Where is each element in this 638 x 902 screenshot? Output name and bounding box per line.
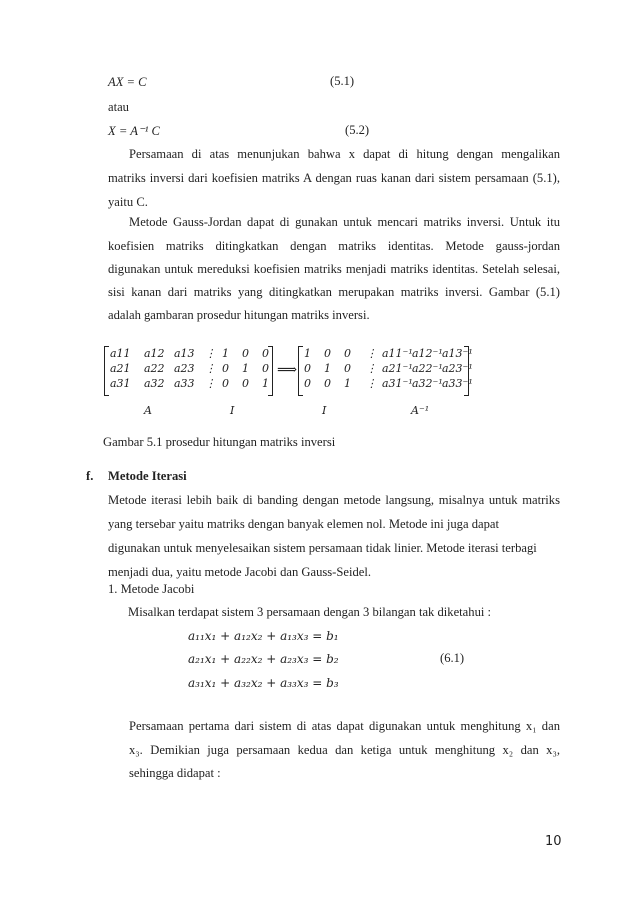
right-matrix-cell-r1-c5: a11⁻¹ xyxy=(382,347,413,360)
left-matrix-cell-r3-c4: ⋮ xyxy=(205,377,216,390)
left-matrix-cell-r3-c3: a33 xyxy=(174,377,195,390)
right-matrix-cell-r2-c5: a21⁻¹ xyxy=(382,362,413,375)
system-equation-2: a₂₁x₁ + a₂₂x₂ + a₂₃x₃ = b₂ xyxy=(188,652,339,666)
label-a-inverse: A⁻¹ xyxy=(411,404,430,417)
paragraph-2-line-3: digunakan untuk mereduksi koefisien matriks menjadi matriks identitas. Setelah selesai, xyxy=(108,262,560,276)
equation-5-2: X = A⁻¹ C xyxy=(108,124,160,138)
right-matrix-cell-r1-c1: 1 xyxy=(304,347,311,360)
left-matrix-cell-r2-c1: a21 xyxy=(110,362,131,375)
equation-number-5-2: (5.2) xyxy=(345,123,370,137)
right-matrix-cell-r2-c3: 0 xyxy=(344,362,351,375)
right-matrix-cell-r3-c6: a32⁻¹ xyxy=(412,377,443,390)
paragraph-3-line-4: menjadi dua, yaitu metode Jacobi dan Gauss-Seidel. xyxy=(108,565,371,579)
left-matrix-cell-r1-c5: 1 xyxy=(222,347,229,360)
left-matrix-cell-r1-c6: 0 xyxy=(242,347,249,360)
system-equation-1: a₁₁x₁ + a₁₂x₂ + a₁₃x₃ = b₁ xyxy=(188,629,339,643)
paragraph-1-line-1: Persamaan di atas menunjukan bahwa x dapat di hitung dengan mengalikan xyxy=(129,147,560,161)
figure-caption: Gambar 5.1 prosedur hitungan matriks inversi xyxy=(103,435,336,449)
left-matrix-cell-r2-c6: 1 xyxy=(242,362,249,375)
label-a: A xyxy=(144,404,152,417)
section-title: Metode Iterasi xyxy=(108,469,187,483)
right-matrix-cell-r2-c2: 1 xyxy=(324,362,331,375)
paragraph-5-line-2: x₃. Demikian juga persamaan kedua dan ketiga untuk menghitung x₂ dan x₃, xyxy=(129,743,560,757)
right-matrix-cell-r1-c7: a13⁻¹ xyxy=(442,347,473,360)
left-matrix-cell-r1-c3: a13 xyxy=(174,347,195,360)
left-matrix-cell-r1-c2: a12 xyxy=(144,347,165,360)
right-matrix-cell-r1-c6: a12⁻¹ xyxy=(412,347,443,360)
paragraph-2-line-5: adalah gambaran prosedur hitungan matriks inversi. xyxy=(108,308,370,322)
paragraph-4: Misalkan terdapat sistem 3 persamaan dengan 3 bilangan tak diketahui : xyxy=(128,605,492,619)
implies-arrow: ⟹ xyxy=(277,362,298,378)
paragraph-3-line-2: yang tersebar yaitu matriks dengan banyak elemen nol. Metode ini juga dapat xyxy=(108,517,499,531)
paragraph-3-line-1: Metode iterasi lebih baik di banding dengan metode langsung, misalnya untuk matriks xyxy=(108,493,560,507)
paragraph-3-line-3: digunakan untuk menyelesaikan sistem persamaan tidak linier. Metode iterasi terbagi xyxy=(108,541,537,555)
right-matrix-cell-r2-c7: a23⁻¹ xyxy=(442,362,473,375)
right-matrix-cell-r3-c7: a33⁻¹ xyxy=(442,377,473,390)
paragraph-2-line-4: sisi kanan dari matriks yang ditingkatkan merupakan matriks inversi. Gambar (5.1) xyxy=(108,285,560,299)
right-matrix-cell-r2-c4: ⋮ xyxy=(366,362,377,375)
right-matrix-cell-r3-c5: a31⁻¹ xyxy=(382,377,413,390)
left-matrix-cell-r2-c3: a23 xyxy=(174,362,195,375)
equation-number-6-1: (6.1) xyxy=(440,651,465,665)
right-matrix-cell-r2-c6: a22⁻¹ xyxy=(412,362,443,375)
left-matrix-cell-r3-c2: a32 xyxy=(144,377,165,390)
paragraph-1-line-3: yaitu C. xyxy=(108,195,148,209)
right-matrix-cell-r2-c1: 0 xyxy=(304,362,311,375)
paragraph-2-line-1: Metode Gauss-Jordan dapat di gunakan untuk mencari matriks inversi. Untuk itu xyxy=(129,215,560,229)
section-letter: f. xyxy=(86,469,94,483)
left-matrix-cell-r3-c7: 1 xyxy=(262,377,269,390)
left-matrix-cell-r3-c1: a31 xyxy=(110,377,131,390)
equation-5-1: AX = C xyxy=(108,75,147,89)
paragraph-5-line-1: Persamaan pertama dari sistem di atas dapat digunakan untuk menghitung x₁ dan xyxy=(129,719,560,733)
left-matrix-cell-r2-c7: 0 xyxy=(262,362,269,375)
atau-text: atau xyxy=(108,100,129,114)
subsection-jacobi: 1. Metode Jacobi xyxy=(108,582,195,596)
left-bracket-2 xyxy=(298,346,303,396)
left-matrix-cell-r1-c7: 0 xyxy=(262,347,269,360)
system-equation-3: a₃₁x₁ + a₃₂x₂ + a₃₃x₃ = b₃ xyxy=(188,676,339,690)
right-matrix-cell-r1-c4: ⋮ xyxy=(366,347,377,360)
right-matrix-cell-r1-c2: 0 xyxy=(324,347,331,360)
left-matrix-cell-r2-c2: a22 xyxy=(144,362,165,375)
label-i-right: I xyxy=(322,404,327,417)
left-matrix-cell-r1-c1: a11 xyxy=(110,347,131,360)
paragraph-5-line-3: sehingga didapat : xyxy=(129,766,221,780)
equation-number-5-1: (5.1) xyxy=(330,74,355,88)
left-matrix-cell-r3-c6: 0 xyxy=(242,377,249,390)
label-i-left: I xyxy=(230,404,235,417)
left-matrix-cell-r2-c5: 0 xyxy=(222,362,229,375)
page-number: 10 xyxy=(545,834,562,849)
right-matrix-cell-r3-c3: 1 xyxy=(344,377,351,390)
left-matrix-cell-r3-c5: 0 xyxy=(222,377,229,390)
paragraph-1-line-2: matriks inversi dari koefisien matriks A dengan ruas kanan dari sistem persamaan (5.1), xyxy=(108,171,560,185)
right-matrix-cell-r3-c2: 0 xyxy=(324,377,331,390)
right-matrix-cell-r3-c4: ⋮ xyxy=(366,377,377,390)
left-matrix-cell-r2-c4: ⋮ xyxy=(205,362,216,375)
right-matrix-cell-r1-c3: 0 xyxy=(344,347,351,360)
left-matrix-cell-r1-c4: ⋮ xyxy=(205,347,216,360)
left-bracket-1 xyxy=(104,346,109,396)
paragraph-2-line-2: koefisien matriks ditingkatkan dengan matriks identitas. Metode gauss-jordan xyxy=(108,239,560,253)
right-matrix-cell-r3-c1: 0 xyxy=(304,377,311,390)
